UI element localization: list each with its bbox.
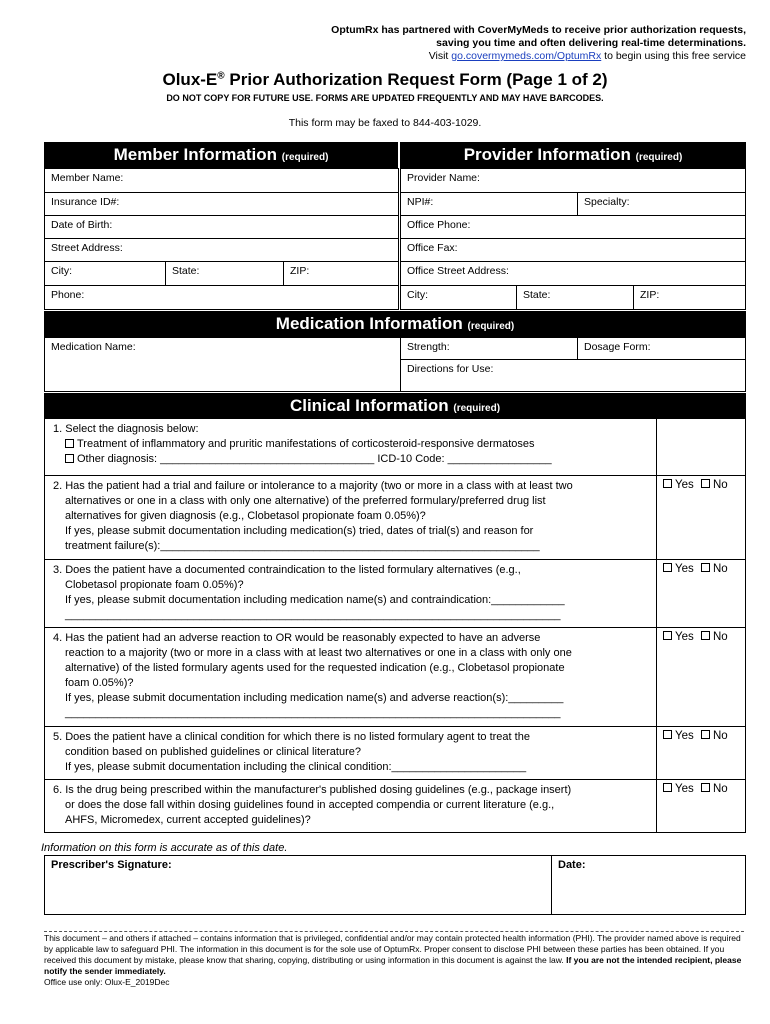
fax-instruction: This form may be faxed to 844-403-1029. (288, 117, 482, 129)
member-name-field[interactable]: Member Name: (44, 168, 399, 193)
q2-yes-checkbox[interactable] (663, 479, 672, 488)
accuracy-note: Information on this form is accurate as of this date. (41, 842, 288, 854)
q5-no-checkbox[interactable] (701, 730, 710, 739)
q6-answer (656, 779, 746, 833)
question-1 (44, 418, 657, 476)
q2-line-1: 2. Has the patient had a trial and failure or intolerance to a majority (two or more in a class with at least two (53, 480, 573, 492)
street-address-field[interactable]: Street Address: (44, 238, 399, 262)
q6-yes-label: Yes (675, 783, 694, 795)
q5-yes-label: Yes (675, 730, 694, 742)
q6-line-1: 6. Is the drug being prescribed within the manufacturer's published dosing guidelines (e.g., package insert) (53, 784, 572, 796)
insurance-id-field[interactable]: Insurance ID#: (44, 192, 399, 216)
phone-field[interactable]: Phone: (44, 285, 399, 310)
provider-name-field[interactable]: Provider Name: (400, 168, 746, 193)
notice-visit (186, 50, 746, 63)
q1-option-1[interactable] (53, 437, 648, 452)
q4-no-label: No (712, 631, 728, 643)
medication-required: (required) (467, 321, 515, 332)
question-4 (44, 627, 657, 727)
q4-line-2: reaction to a majority (two or more in a class with at least two alternatives or one in a class with only one (65, 647, 572, 659)
q6-yes-checkbox[interactable] (663, 783, 672, 792)
q5-no-label: No (712, 730, 728, 742)
checkbox-icon[interactable] (65, 439, 74, 448)
question-6 (44, 779, 657, 833)
notice-line-2: saving you time and often delivering real-time determinations. (436, 37, 746, 49)
question-5 (44, 726, 657, 780)
q4-line-4: foam 0.05%)? (65, 677, 134, 689)
footer-divider (44, 931, 744, 932)
checkbox-icon[interactable] (65, 454, 74, 463)
office-fax-field[interactable]: Office Fax: (400, 238, 746, 262)
question-3 (44, 559, 657, 628)
q2-yes-label: Yes (675, 479, 694, 491)
q4-line-1: 4. Has the patient had an adverse reaction to OR would be reasonably expected to have an adverse (53, 632, 541, 644)
q2-line-2: alternatives or one in a class with only one alternative) of the preferred formulary/preferred drug list (65, 495, 546, 507)
q3-yes-label: Yes (675, 563, 694, 575)
q3-no-checkbox[interactable] (701, 563, 710, 572)
visit-suffix: to begin using this free service (601, 50, 746, 62)
footer-text: This document – and others if attached – contains information that is privileged, confidential and/or may contain protected health information (PHI). The provider named above is required by applicable law to safeguard PHI. The information in this document is for the sole use of OptumRx. Proper consent to disclose PHI between these parties has been obtained. If you received this document by mistake, please know that sharing, copying, distributing or using information in this document is against the law. (44, 933, 741, 965)
q2-no-label: No (712, 479, 728, 491)
q6-line-2: or does the dose fall within dosing guidelines found in accepted compendia or current literature (e.g., (65, 799, 555, 811)
visit-prefix: Visit (428, 50, 452, 62)
confidentiality-footer (44, 933, 744, 988)
signature-date-field[interactable]: Date: (551, 855, 746, 915)
q4-yes-checkbox[interactable] (663, 631, 672, 640)
q3-line-4[interactable]: _________________________________________________________________________________ (65, 609, 561, 621)
q4-no-checkbox[interactable] (701, 631, 710, 640)
member-heading-text: Member Information (113, 145, 277, 164)
clinical-required: (required) (453, 403, 501, 414)
specialty-field[interactable]: Specialty: (577, 192, 746, 216)
registered-mark: ® (217, 70, 225, 82)
city-field[interactable]: City: (44, 261, 166, 286)
do-not-copy-warning: DO NOT COPY FOR FUTURE USE. FORMS ARE UPDATED FREQUENTLY AND MAY HAVE BARCODES. (166, 93, 604, 103)
q2-answer (656, 475, 746, 560)
medication-name-field[interactable]: Medication Name: (44, 337, 401, 392)
page-title (0, 70, 770, 90)
medication-info-heading (44, 311, 746, 337)
state-field[interactable]: State: (165, 261, 284, 286)
provider-state-field[interactable]: State: (516, 285, 634, 310)
q4-line-5[interactable]: If yes, please submit documentation including medication name(s) and adverse reaction(s):_________ (65, 692, 564, 704)
q3-line-1: 3. Does the patient have a documented contraindication to the listed formulary alternatives (e.g., (53, 564, 521, 576)
footer-bold-text: If you are not the intended recipient, please notify the sender immediately. (44, 955, 742, 976)
covermymeds-notice (186, 24, 746, 63)
q6-no-checkbox[interactable] (701, 783, 710, 792)
q1-answer-blank (656, 418, 746, 476)
provider-zip-field[interactable]: ZIP: (633, 285, 746, 310)
prescriber-signature-field[interactable]: Prescriber's Signature: (44, 855, 552, 915)
clinical-info-heading (44, 393, 746, 418)
clinical-heading-text: Clinical Information (289, 396, 449, 415)
q1-text: 1. Select the diagnosis below: (53, 423, 199, 435)
q6-line-3: AHFS, Micromedex, current accepted guidelines)? (65, 814, 311, 826)
q6-no-label: No (712, 783, 728, 795)
q3-line-2: Clobetasol propionate foam 0.05%)? (65, 579, 244, 591)
provider-required: (required) (635, 152, 683, 163)
q4-line-3: alternative) of the listed formulary agents used for the requested indication (e.g., Clobetasol propionate (65, 662, 565, 674)
provider-info-heading (400, 142, 746, 168)
q1-option-2-label: Other diagnosis: ___________________________________ ICD-10 Code: _________________ (77, 453, 552, 465)
q4-line-6[interactable]: _________________________________________________________________________________ (65, 707, 561, 719)
provider-city-field[interactable]: City: (400, 285, 517, 310)
provider-heading-text: Provider Information (463, 145, 631, 164)
directions-field[interactable]: Directions for Use: (400, 359, 746, 392)
medication-heading-text: Medication Information (275, 314, 463, 333)
q3-no-label: No (712, 563, 728, 575)
strength-field[interactable]: Strength: (400, 337, 578, 360)
member-info-heading (44, 142, 398, 168)
q5-line-2: condition based on published guidelines or clinical literature? (65, 746, 361, 758)
office-use-label: Office use only: Olux-E_2019Dec (44, 977, 170, 987)
q1-option-1-label: Treatment of inflammatory and pruritic manifestations of corticosteroid-responsive dermatoses (77, 438, 535, 450)
member-required: (required) (281, 152, 329, 163)
q5-line-3[interactable]: If yes, please submit documentation including the clinical condition:______________________ (65, 761, 527, 773)
title-rest: Prior Authorization Request Form (Page 1 of 2) (224, 70, 608, 89)
q2-line-3: alternatives for given diagnosis (e.g., Clobetasol propionate foam 0.05%)? (65, 510, 426, 522)
q4-yes-label: Yes (675, 631, 694, 643)
title-drug: Olux-E (162, 70, 218, 89)
q1-option-2[interactable] (53, 452, 648, 467)
office-phone-field[interactable]: Office Phone: (400, 215, 746, 239)
q3-yes-checkbox[interactable] (663, 563, 672, 572)
q5-answer (656, 726, 746, 780)
q5-line-1: 5. Does the patient have a clinical condition for which there is no listed formulary agent to treat the (53, 731, 530, 743)
covermymeds-link[interactable]: go.covermymeds.com/OptumRx (451, 50, 602, 62)
q2-no-checkbox[interactable] (701, 479, 710, 488)
dosage-form-field[interactable]: Dosage Form: (577, 337, 746, 360)
question-2 (44, 475, 657, 560)
q5-yes-checkbox[interactable] (663, 730, 672, 739)
zip-field[interactable]: ZIP: (283, 261, 399, 286)
q2-line-5[interactable]: treatment failure(s):______________________________________________________________ (65, 540, 540, 552)
npi-field[interactable]: NPI#: (400, 192, 578, 216)
q4-answer (656, 627, 746, 727)
q3-answer (656, 559, 746, 628)
dob-field[interactable]: Date of Birth: (44, 215, 399, 239)
office-street-field[interactable]: Office Street Address: (400, 261, 746, 286)
notice-line-1: OptumRx has partnered with CoverMyMeds to receive prior authorization requests, (331, 24, 746, 36)
q2-line-4: If yes, please submit documentation including medication(s) tried, dates of trial(s) and reason for (65, 525, 534, 537)
q3-line-3[interactable]: If yes, please submit documentation including medication name(s) and contraindication:____________ (65, 594, 565, 606)
